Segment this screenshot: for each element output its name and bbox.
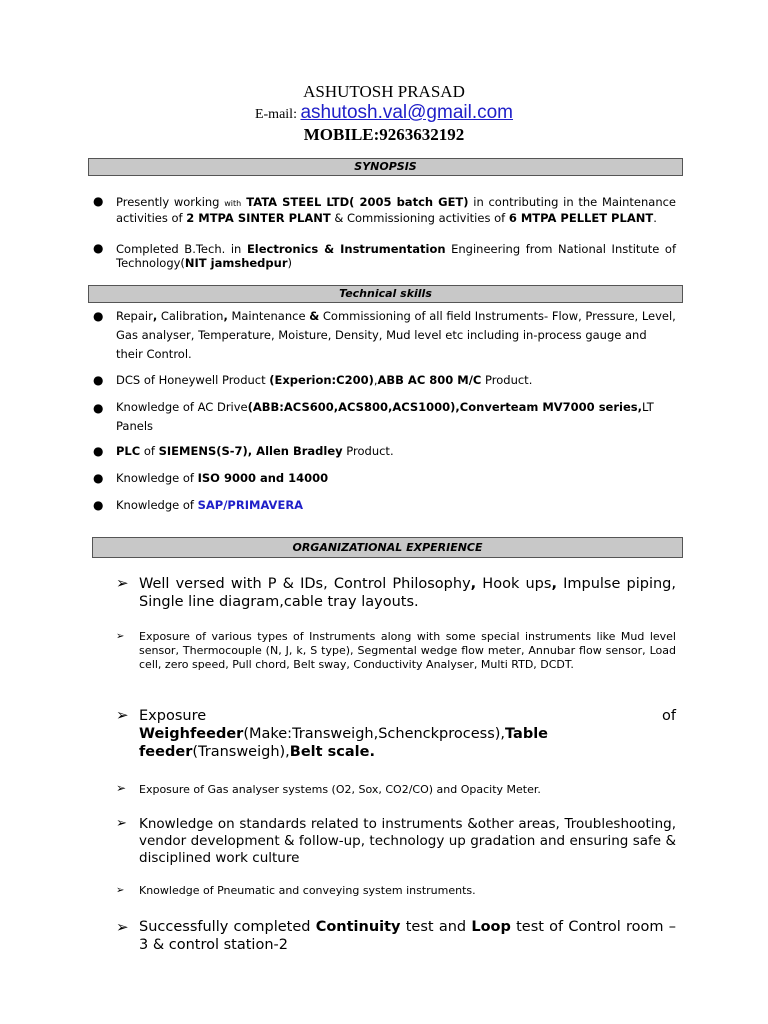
skill-item-iso: Knowledge of ISO 9000 and 14000 xyxy=(116,471,329,485)
experience-item-standards: Knowledge on standards related to instruments &other areas, Troubleshooting, vendor development & follow-up, technology up gradation and ensuring safe & disciplined work culture xyxy=(139,816,676,866)
experience-item-gas-analyser: Exposure of Gas analyser systems (O2, Sox, CO2/CO) and Opacity Meter. xyxy=(139,783,541,796)
bullet-icon: ● xyxy=(93,444,104,458)
email-link[interactable]: ashutosh.val@gmail.com xyxy=(300,102,514,123)
bullet-icon: ● xyxy=(93,194,104,208)
skill-item-ac-drive: Knowledge of AC Drive(ABB:ACS600,ACS800,ACS1000),Converteam MV7000 series,LT Panels xyxy=(116,400,654,433)
synopsis-heading: SYNOPSIS xyxy=(88,158,683,176)
bullet-icon: ● xyxy=(93,309,104,323)
resume-name: ASHUTOSH PRASAD xyxy=(303,82,465,101)
arrow-bullet-icon: ➢ xyxy=(116,918,129,936)
skill-item-field-instruments: Repair, Calibration, Maintenance & Commissioning of all field Instruments- Flow, Pressure, Level, Gas analyser, Temperature, Moisture, Density, Mud level etc including in-process gauge and their Control. xyxy=(116,309,676,361)
experience-heading: ORGANIZATIONAL EXPERIENCE xyxy=(92,537,683,558)
experience-item-pid: Well versed with P & IDs, Control Philosophy, Hook ups, Impulse piping, Single line diagram,cable tray layouts. xyxy=(139,576,676,610)
experience-item-pneumatic: Knowledge of Pneumatic and conveying system instruments. xyxy=(139,884,476,897)
skill-item-plc: PLC of SIEMENS(S-7), Allen Bradley Product. xyxy=(116,444,394,458)
arrow-bullet-icon: ➢ xyxy=(116,816,127,831)
skills-heading: Technical skills xyxy=(88,285,683,303)
arrow-bullet-icon: ➢ xyxy=(116,574,129,592)
bullet-icon: ● xyxy=(93,401,104,415)
experience-item-instruments: Exposure of various types of Instruments along with some special instruments like Mud level sensor, Thermocouple (N, J, k, S type), Segmental wedge flow meter, Annubar flow sensor, Load cell, zero speed, Pull chord, Belt sway, Conductivity Analyser, Multi RTD, DCDT. xyxy=(139,630,676,671)
skill-item-dcs: DCS of Honeywell Product (Experion:C200),ABB AC 800 M/C Product. xyxy=(116,373,533,387)
bullet-icon: ● xyxy=(93,498,104,512)
arrow-bullet-icon: ➢ xyxy=(116,706,129,724)
email-line xyxy=(0,102,768,124)
synopsis-item-current-job: Presently working with TATA STEEL LTD( 2005 batch GET) in contributing in the Maintenance activities of 2 MTPA SINTER PLANT & Commissioning activities of 6 MTPA PELLET PLANT. xyxy=(116,195,677,225)
arrow-bullet-icon: ➢ xyxy=(116,781,127,795)
arrow-bullet-icon: ➢ xyxy=(116,631,125,642)
experience-item-loop-test: Successfully completed Continuity test and Loop test of Control room –3 & control station-2 xyxy=(139,919,677,953)
mobile-number: MOBILE:9263632192 xyxy=(303,125,465,144)
bullet-icon: ● xyxy=(93,471,104,485)
bullet-icon: ● xyxy=(93,373,104,387)
skill-item-sap: Knowledge of SAP/PRIMAVERA xyxy=(116,498,304,512)
bullet-icon: ● xyxy=(93,241,104,255)
synopsis-item-education: Completed B.Tech. in Electronics & Instrumentation Engineering from National Institute of Technology(NIT jamshedpur) xyxy=(116,242,676,270)
email-label: E-mail: xyxy=(254,107,297,122)
arrow-bullet-icon: ➢ xyxy=(116,885,125,896)
experience-item-weighfeeder: Exposure of Weighfeeder(Make:Transweigh,Schenckprocess),Table feeder(Transweigh),Belt scale. xyxy=(139,708,676,760)
